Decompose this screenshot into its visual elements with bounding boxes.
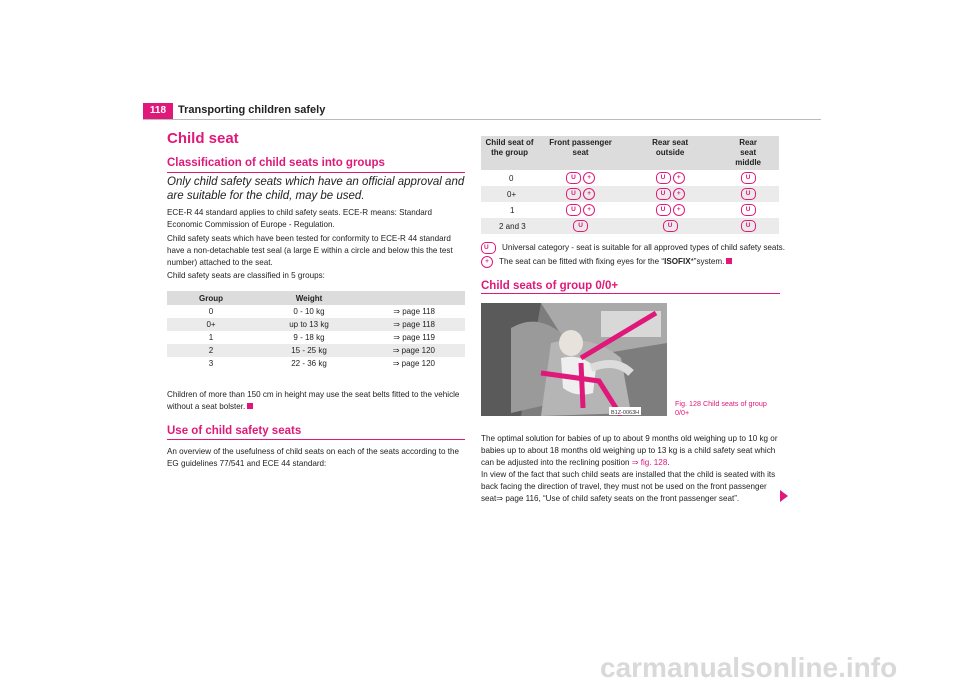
table-header-rear-outside: Rear seat outside	[623, 136, 717, 170]
table-cell	[623, 170, 717, 186]
table-header-weight: Weight	[255, 291, 363, 305]
table-cell-group: 1	[510, 205, 515, 215]
table-cell	[717, 218, 779, 234]
isofix-badge: +	[583, 188, 595, 200]
table-cell: 9 - 18 kg	[293, 333, 325, 342]
end-of-section-icon	[726, 258, 732, 264]
table-cell: 2	[167, 344, 255, 357]
table-cell: 0	[208, 307, 214, 316]
table-row	[167, 305, 465, 318]
paragraph: ECE-R 44 standard applies to child safety seats. ECE-R means: Standard Economic Commission of Europe - Regulation.	[167, 208, 432, 229]
table-row	[167, 357, 465, 370]
table-cell	[538, 218, 623, 234]
page-link[interactable]: ⇒ page 120	[363, 344, 465, 357]
universal-badge: U	[566, 188, 581, 200]
section-title-group-0: Child seats of group 0/0+	[481, 280, 619, 292]
universal-badge: U	[741, 188, 756, 200]
paragraph-text: Children of more than 150 cm in height may use the seat belts fitted to the vehicle without a seat bolster.	[167, 390, 460, 411]
paragraph	[481, 433, 781, 469]
universal-badge: U	[656, 172, 671, 184]
isofix-badge: +	[673, 188, 685, 200]
universal-badge: U	[663, 220, 678, 232]
table-header-row	[167, 291, 465, 305]
universal-badge: U	[741, 172, 756, 184]
isofix-badge: +	[583, 172, 595, 184]
legend-text: Universal category - seat is suitable for all approved types of child safety seats.	[502, 243, 785, 253]
table-cell	[538, 186, 623, 202]
child-seat-figure	[481, 303, 667, 416]
figure-caption: Fig. 128 Child seats of group 0/0+	[675, 399, 767, 417]
isofix-term: ISOFIX	[664, 257, 691, 267]
table-header-rear-middle: Rear seat middle	[717, 136, 779, 170]
table-cell: 0 - 10 kg	[293, 307, 325, 316]
table-cell: 22 - 36 kg	[291, 359, 327, 368]
group-weight-table	[167, 291, 465, 370]
section-title-use: Use of child safety seats	[167, 425, 302, 437]
universal-badge: U	[656, 204, 671, 216]
table-header-group: Child seat of the group	[481, 136, 538, 170]
paragraph-text: The optimal solution for babies of up to about 9 months old weighing up to 10 kg or babies up to about 18 months old weighing up to 13 kg is a child safety seat which can be adjusted into the reclining position	[481, 434, 778, 467]
table-header-ref	[363, 291, 465, 305]
paragraph: Child safety seats are classified in 5 groups:	[167, 271, 325, 280]
universal-badge: U	[656, 188, 671, 200]
child-seat-illustration	[481, 303, 667, 416]
paragraph: Child safety seats which have been tested for conformity to ECE-R 44 standard have a non-detachable test seal (a large E within a circle and below this the test number) attached to the seat.	[167, 234, 453, 267]
end-of-section-icon	[247, 403, 253, 409]
paragraph-text: .	[667, 458, 670, 467]
paragraph-end	[167, 389, 467, 413]
table-row	[167, 344, 465, 357]
table-cell: 3	[208, 359, 214, 368]
table-cell: 1	[208, 333, 214, 342]
table-cell	[538, 170, 623, 186]
figure-code: B1Z-0063H	[611, 410, 640, 416]
table-cell: 15 - 25 kg	[255, 344, 363, 357]
table-row	[481, 218, 779, 234]
table-row	[481, 170, 779, 186]
table-cell-group: 0	[509, 173, 514, 183]
legend-text: *”system.	[690, 257, 725, 267]
universal-badge: U	[573, 220, 588, 232]
figure-link[interactable]: ⇒ fig. 128	[631, 458, 668, 467]
universal-badge: U	[566, 204, 581, 216]
paragraph: An overview of the usefulness of child seats on each of the seats according to the EG guidelines 77/541 and ECE 44 standard:	[167, 447, 459, 468]
running-header-title: Transporting children safely	[178, 104, 326, 116]
table-row	[167, 318, 465, 331]
table-header-row	[481, 136, 779, 170]
isofix-badge: +	[673, 204, 685, 216]
table-cell-group: 2 and 3	[481, 218, 538, 234]
usage-table	[481, 136, 779, 234]
section-divider	[481, 293, 780, 294]
table-cell-group: 0+	[481, 186, 538, 202]
table-cell	[538, 202, 623, 218]
table-row	[481, 186, 779, 202]
table-cell	[717, 186, 779, 202]
page-number: 118	[143, 103, 173, 119]
universal-badge: U	[741, 220, 756, 232]
table-cell: up to 13 kg	[255, 318, 363, 331]
legend-text: The seat can be fitted with fixing eyes for the “	[499, 257, 665, 267]
section-divider	[167, 172, 465, 173]
table-header-front: Front passenger seat	[538, 136, 623, 170]
table-row	[167, 331, 465, 344]
universal-badge: U	[566, 172, 581, 184]
page-link[interactable]: ⇒ page 120	[392, 359, 435, 368]
continue-arrow-icon	[780, 490, 788, 502]
section-lead: Only child safety seats which have an official approval and are suitable for the child, may be used.	[167, 176, 465, 202]
page-link[interactable]: ⇒ page 118	[393, 307, 435, 316]
isofix-badge: +	[583, 204, 595, 216]
section-divider	[167, 439, 465, 440]
table-header-group: Group	[167, 291, 255, 305]
paragraph: In view of the fact that such child seats are installed that the child is seated with its back facing the direction of travel, they must not be used on the front passenger seat⇒ page 116, “Use of child safety seats on the front passenger seat”.	[481, 470, 776, 503]
page-link[interactable]: ⇒ page 118	[363, 318, 465, 331]
table-cell	[623, 202, 717, 218]
table-cell	[717, 170, 779, 186]
page-title: Child seat	[167, 130, 239, 147]
universal-badge: U	[481, 242, 496, 254]
isofix-badge: +	[673, 172, 685, 184]
table-row	[481, 202, 779, 218]
legend-universal	[481, 242, 785, 254]
section-title-classification: Classification of child seats into groups	[167, 157, 385, 169]
watermark: carmanualsonline.info	[600, 652, 898, 683]
page-link[interactable]: ⇒ page 119	[393, 333, 435, 342]
legend-isofix	[481, 256, 732, 268]
isofix-badge: +	[481, 256, 493, 268]
table-cell: 0+	[167, 318, 255, 331]
table-cell	[717, 202, 779, 218]
table-cell	[623, 218, 717, 234]
header-divider	[143, 119, 821, 120]
table-cell	[623, 186, 717, 202]
universal-badge: U	[741, 204, 756, 216]
